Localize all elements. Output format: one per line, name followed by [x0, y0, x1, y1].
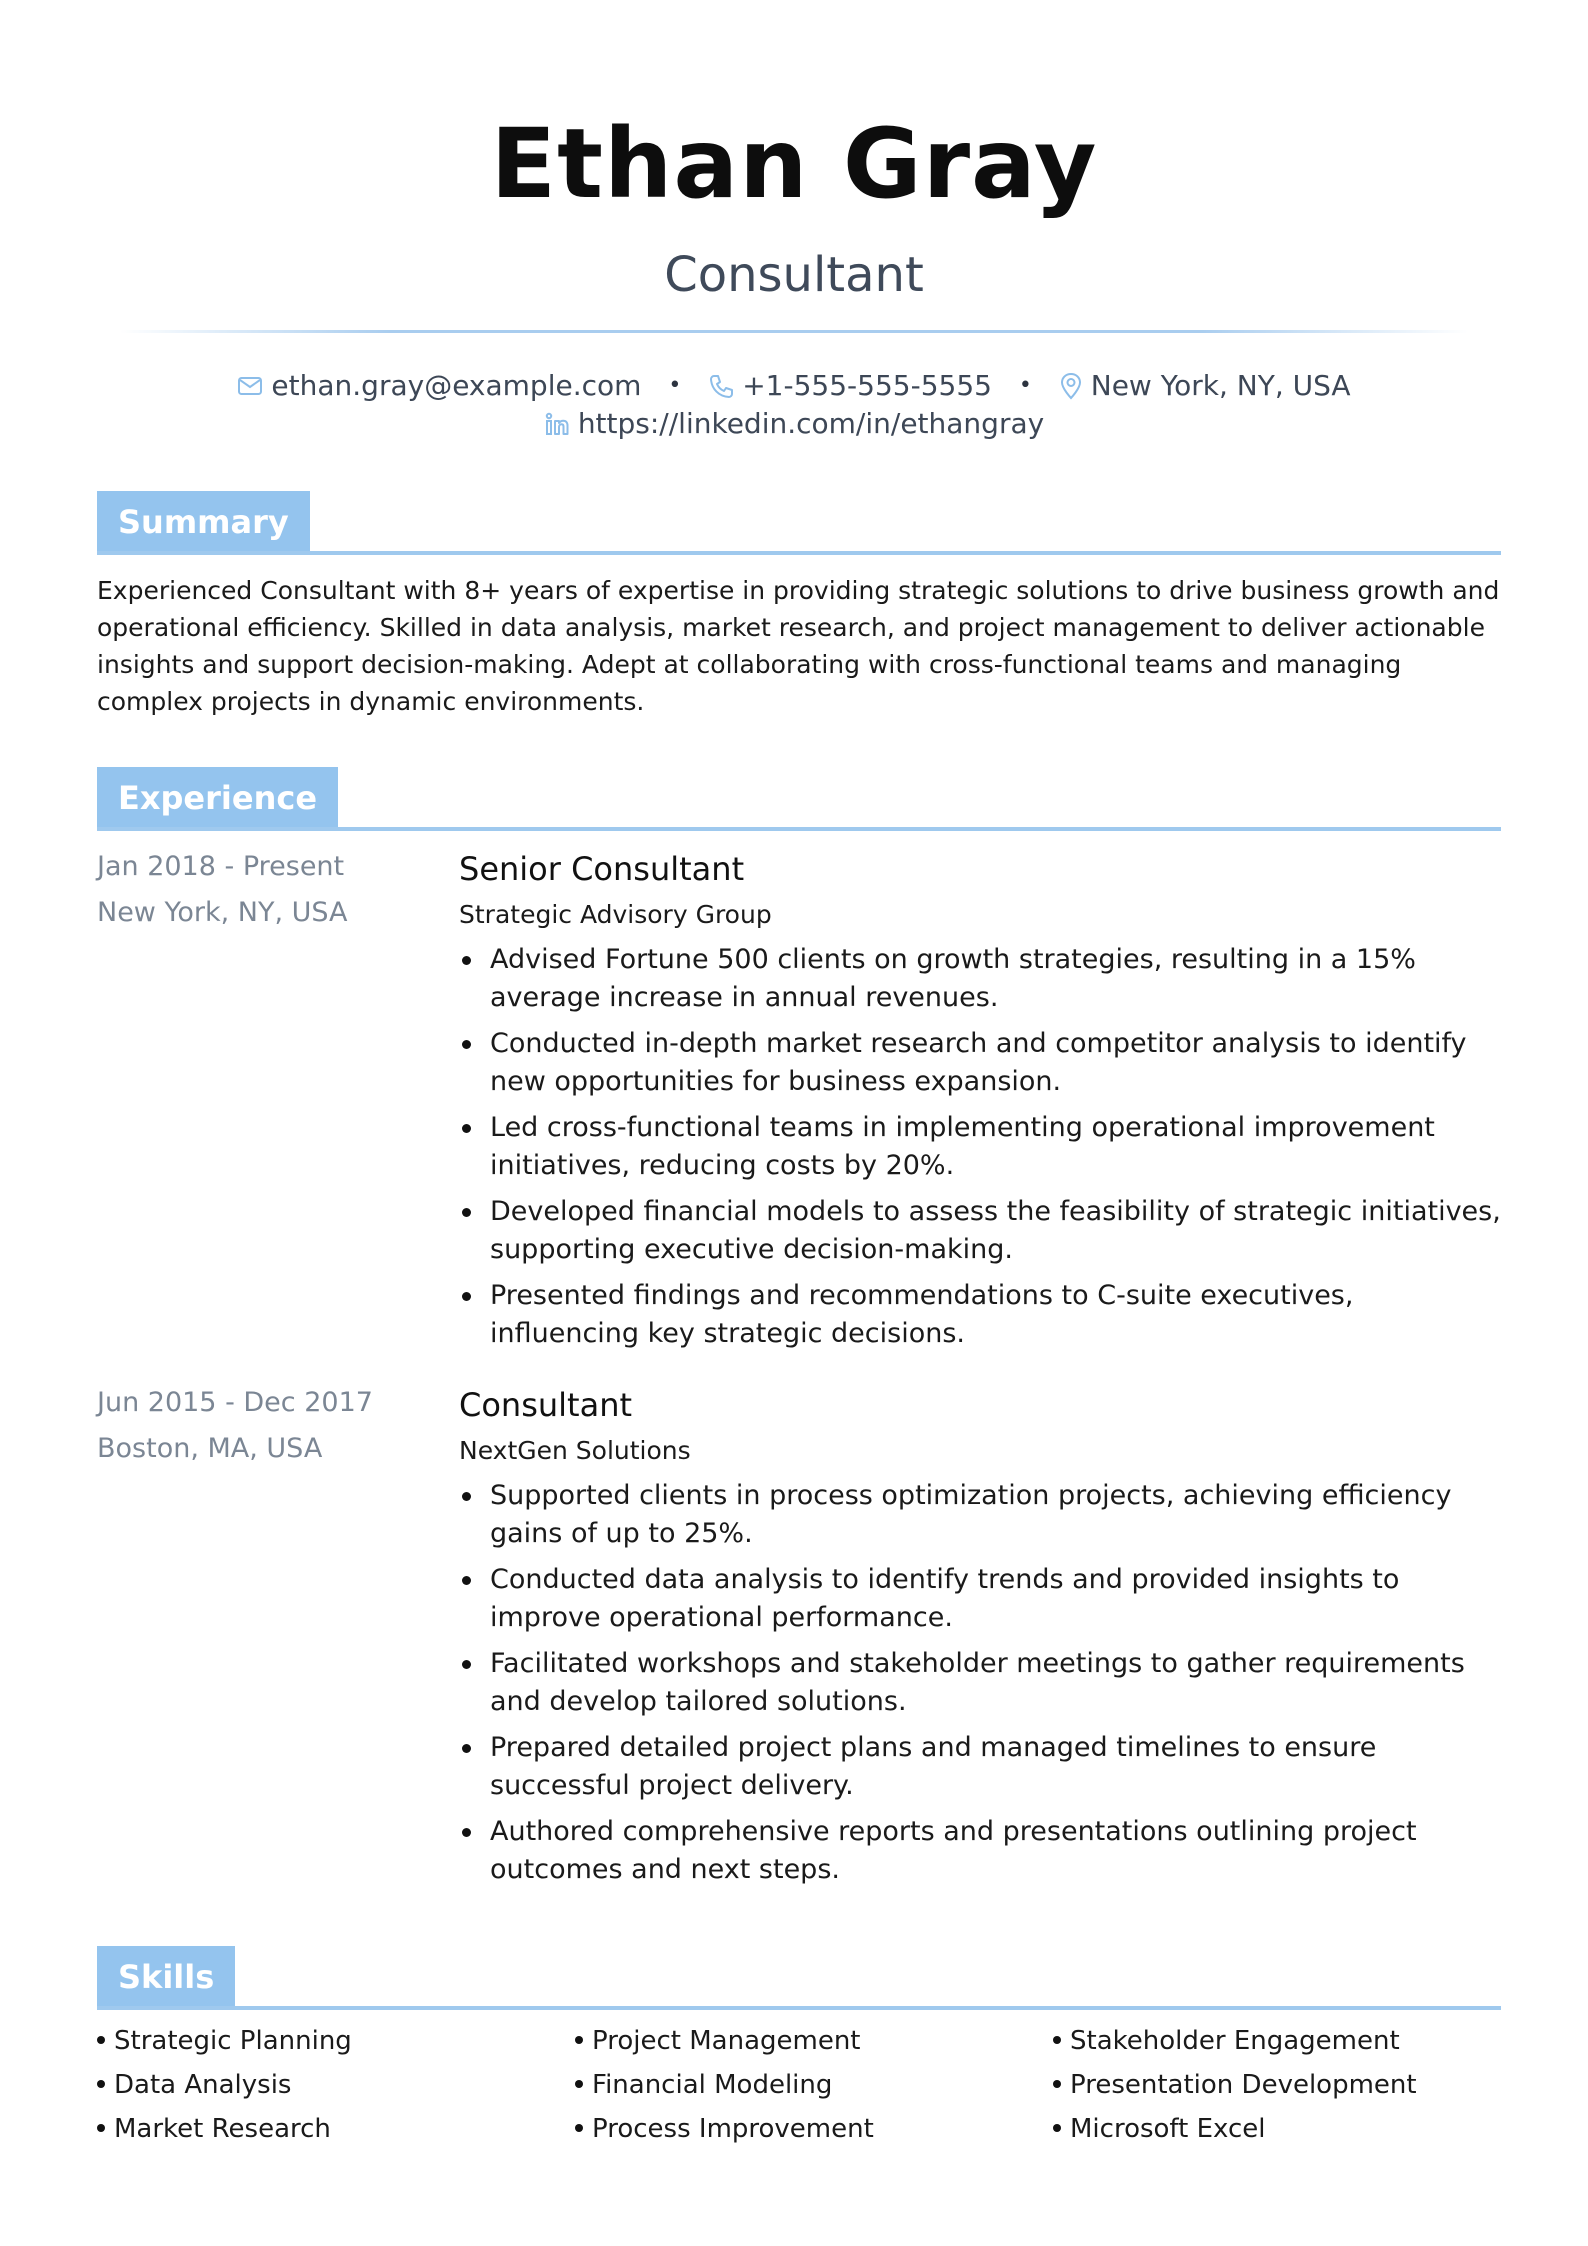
contact-phone[interactable]: [708, 367, 992, 405]
skill-label: Presentation Development: [1070, 2070, 1417, 2100]
list-item: Advised Fortune 500 clients on growth strategies, resulting in a 15% average increase in annual revenues.: [459, 941, 1501, 1017]
skill-label: Process Improvement: [592, 2114, 874, 2144]
list-item: Led cross-functional teams in implementing operational improvement initiatives, reducing costs by 20%.: [459, 1109, 1501, 1185]
job-title: Consultant: [459, 1386, 633, 1424]
contact-linkedin[interactable]: [544, 405, 1044, 443]
list-item: Conducted data analysis to identify trends and provided insights to improve operational performance.: [459, 1561, 1501, 1637]
experience-divider: [97, 827, 1501, 831]
skills-divider: [97, 2006, 1501, 2010]
candidate-name: Ethan Gray: [490, 108, 1098, 220]
email-text: ethan.gray@example.com: [271, 369, 642, 402]
list-item: Supported clients in process optimization projects, achieving efficiency gains of up to 25%.: [459, 1477, 1501, 1553]
skill-item: [575, 2066, 1053, 2104]
linkedin-icon: [544, 411, 570, 437]
phone-text: +1-555-555-5555: [742, 369, 992, 402]
skill-item: [575, 2022, 1053, 2060]
linkedin-text: https://linkedin.com/in/ethangray: [577, 407, 1045, 440]
job-title: Senior Consultant: [459, 850, 745, 888]
job-dates: Jun 2015 - Dec 2017: [97, 1387, 373, 1418]
candidate-role: Consultant: [664, 247, 924, 303]
summary-text: Experienced Consultant with 8+ years of expertise in providing strategic solutions to drive business growth and operational efficiency. Skilled in data analysis, market research, and project management to deliver actionable insights and support decision-making. Adept at collaborating with cross-functional teams and managing complex projects in dynamic environments.: [97, 576, 1500, 716]
list-item: Conducted in-depth market research and competitor analysis to identify new opportunities for business expansion.: [459, 1025, 1501, 1101]
location-text: New York, NY, USA: [1090, 369, 1351, 402]
job-company: Strategic Advisory Group: [459, 900, 772, 929]
skill-item: [575, 2110, 1053, 2148]
skill-item: [1053, 2066, 1531, 2104]
skill-label: Stakeholder Engagement: [1070, 2026, 1400, 2056]
summary-divider: [97, 551, 1501, 555]
job-meta: [97, 1380, 427, 1472]
list-item: Developed financial models to assess the feasibility of strategic initiatives, supporting executive decision-making.: [459, 1193, 1501, 1269]
skill-item: [97, 2022, 575, 2060]
list-item: Prepared detailed project plans and managed timelines to ensure successful project delivery.: [459, 1729, 1501, 1805]
skill-item: [97, 2066, 575, 2104]
job-location: New York, NY, USA: [97, 897, 348, 928]
job-company: NextGen Solutions: [459, 1436, 691, 1465]
job-details: [459, 845, 1501, 1361]
phone-icon: [708, 373, 734, 399]
skill-label: Data Analysis: [114, 2070, 292, 2100]
job-details: [459, 1381, 1501, 1897]
contact-row-primary: [0, 366, 1588, 405]
job-dates: Jan 2018 - Present: [97, 851, 345, 882]
job-location: Boston, MA, USA: [97, 1433, 323, 1464]
skill-label: Project Management: [592, 2026, 861, 2056]
skill-label: Strategic Planning: [114, 2026, 352, 2056]
map-pin-icon: [1059, 372, 1083, 400]
skills-list: [97, 2022, 1537, 2148]
contact-email[interactable]: [237, 367, 641, 405]
contact-separator: •: [1018, 373, 1032, 398]
skill-item: [1053, 2110, 1531, 2148]
contact-separator: •: [668, 373, 682, 398]
job-meta: [97, 844, 427, 936]
list-item: Authored comprehensive reports and presentations outlining project outcomes and next steps.: [459, 1813, 1501, 1889]
contact-location: [1059, 367, 1351, 405]
skill-label: Financial Modeling: [592, 2070, 833, 2100]
summary-heading: Summary: [97, 491, 310, 553]
header-divider: [120, 330, 1468, 333]
skill-label: Microsoft Excel: [1070, 2114, 1266, 2144]
skill-item: [97, 2110, 575, 2148]
skills-heading: Skills: [97, 1946, 235, 2008]
experience-heading: Experience: [97, 767, 338, 829]
envelope-icon: [237, 375, 263, 397]
list-item: Presented findings and recommendations to C-suite executives, influencing key strategic decisions.: [459, 1277, 1501, 1353]
list-item: Facilitated workshops and stakeholder meetings to gather requirements and develop tailored solutions.: [459, 1645, 1501, 1721]
skill-label: Market Research: [114, 2114, 331, 2144]
skill-item: [1053, 2022, 1531, 2060]
job-bullets: [459, 941, 1501, 1353]
job-bullets: [459, 1477, 1501, 1889]
contact-row-secondary: [0, 404, 1588, 443]
